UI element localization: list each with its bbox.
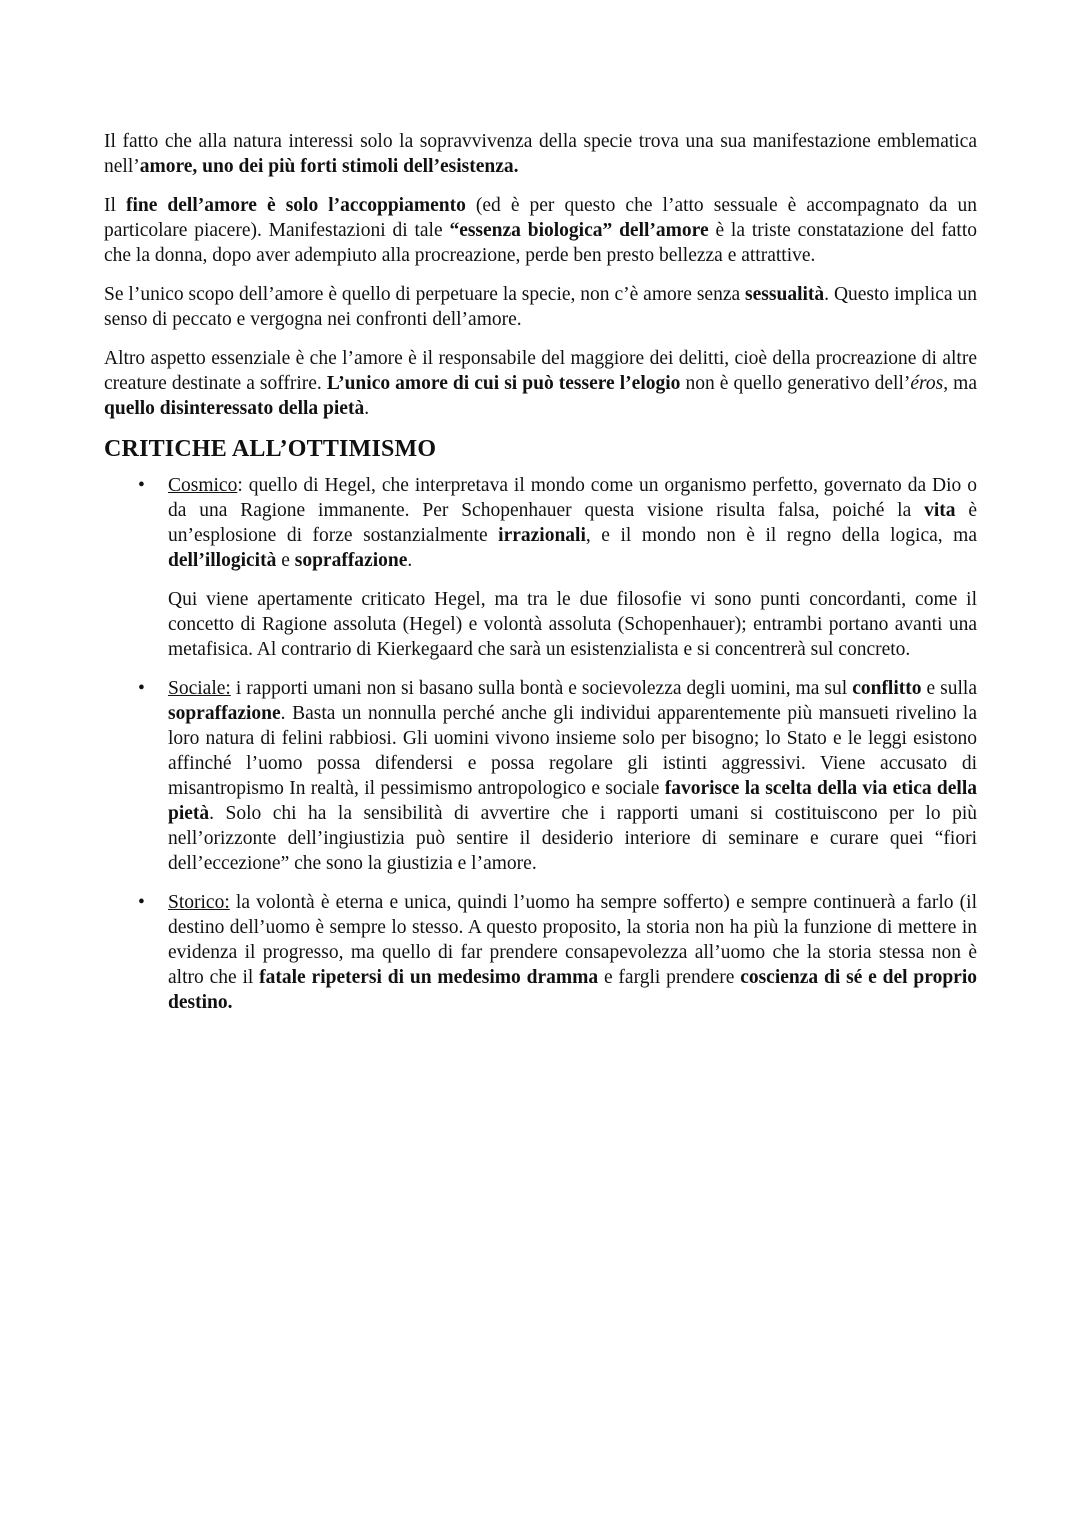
- underlined-label: Storico:: [168, 892, 230, 913]
- bold-text: vita: [924, 500, 956, 521]
- bold-text: fatale ripetersi di un medesimo dramma: [259, 967, 599, 988]
- text-run: (ed è per questo che l’atto sessuale è accompagnato da un particolare piacere). Manifestazioni di tale: [104, 195, 977, 241]
- text-run: Il fatto che alla natura interessi solo la sopravvivenza della specie trova una sua manifestazione emblematica nell’: [104, 131, 977, 177]
- intro-section: [104, 129, 977, 421]
- bold-text: dell’illogicità: [168, 550, 277, 571]
- bold-text: coscienza di sé e del proprio destino.: [168, 967, 977, 1013]
- intro-paragraph: [104, 282, 977, 332]
- text-run: e sulla: [921, 678, 977, 699]
- bold-text: L’unico amore di cui si può tessere l’elogio: [326, 373, 681, 394]
- critique-list: [104, 473, 977, 1015]
- text-run: Altro aspetto essenziale è che l’amore è il responsabile del maggiore dei delitti, cioè della procreazione di altre creature destinate a soffrire.: [104, 348, 977, 394]
- text-run: e fargli prendere: [598, 967, 741, 988]
- bullet-icon: •: [138, 678, 145, 699]
- intro-paragraph: [104, 193, 977, 268]
- text-run: i rapporti umani non si basano sulla bontà e socievolezza degli uomini, ma sul: [230, 678, 853, 699]
- text-run: . Basta un nonnulla perché anche gli individui apparentemente più mansueti rivelino la loro natura di felini rabbiosi. Gli uomini vivono insieme solo per bisogno; lo Stato e le leggi esistono affinché l’uomo possa difendersi e possa regolare gli istinti aggressivi. Viene accusato di misantropismo In realtà, il pessimismo antropologico e sociale: [168, 703, 977, 799]
- list-item: [104, 890, 977, 1015]
- text-run: . Solo chi ha la sensibilità di avvertire che i rapporti umani si costituiscono per lo più nell’orizzonte dell’ingiustizia può sentire il desiderio interiore di seminare e curare quei “fiori dell’eccezione” che sono la giustizia e l’amore.: [168, 803, 977, 874]
- list-paragraph: [168, 676, 977, 876]
- text-run: Qui viene apertamente criticato Hegel, ma tra le due filosofie vi sono punti concordanti, come il concetto di Ragione assoluta (Hegel) e volontà assoluta (Schopenhauer); entrambi portano avanti una metafisica. Al contrario di Kierkegaard che sarà un esistenzialista e si concentrerà sul concreto.: [168, 589, 977, 660]
- bullet-icon: •: [138, 475, 145, 496]
- bold-text: sessualità: [745, 284, 825, 305]
- bold-text: sopraffazione: [168, 703, 281, 724]
- list-item: [104, 473, 977, 662]
- text-run: è la triste constatazione del fatto che la donna, dopo aver adempiuto alla procreazione, perde ben presto bellezza e attrattive.: [104, 220, 977, 266]
- bold-text: irrazionali: [498, 525, 586, 546]
- bold-text: amore, uno dei più forti stimoli dell’esistenza.: [139, 156, 519, 177]
- bold-text: favorisce la scelta della via etica della pietà: [168, 778, 977, 824]
- text-run: e: [276, 550, 295, 571]
- bold-text: “essenza biologica” dell’amore: [449, 220, 709, 241]
- bold-text: conflitto: [852, 678, 922, 699]
- bold-text: sopraffazione: [294, 550, 408, 571]
- list-paragraph: [168, 473, 977, 573]
- text-run: .: [364, 398, 370, 419]
- bold-text: fine dell’amore è solo l’accoppiamento: [125, 195, 466, 216]
- text-run: Se l’unico scopo dell’amore è quello di perpetuare la specie, non c’è amore senza: [104, 284, 746, 305]
- bold-text: quello disinteressato della pietà: [104, 398, 365, 419]
- text-run: non è quello generativo dell’: [680, 373, 911, 394]
- text-run: , e il mondo non è il regno della logica, ma: [585, 525, 977, 546]
- bullet-icon: •: [138, 892, 145, 913]
- intro-paragraph: [104, 129, 977, 179]
- text-run: .: [407, 550, 413, 571]
- underlined-label: Sociale:: [168, 678, 231, 699]
- italic-text: éros: [910, 373, 944, 394]
- list-paragraph: [168, 587, 977, 662]
- section-heading: CRITICHE ALL’OTTIMISMO: [104, 436, 437, 462]
- document-page: [104, 129, 977, 1029]
- text-run: , ma: [943, 373, 977, 394]
- text-run: la volontà è eterna e unica, quindi l’uomo ha sempre sofferto) e sempre continuerà a farlo (il destino dell’uomo è sempre lo stesso. A questo proposito, la storia non ha più la funzione di mettere in evidenza il progresso, ma quello di far prendere consapevolezza all’uomo che la storia stessa non è altro che il: [168, 892, 977, 988]
- list-item: [104, 676, 977, 876]
- text-run: : quello di Hegel, che interpretava il mondo come un organismo perfetto, governato da Dio o da una Ragione immanente. Per Schopenhauer questa visione risulta falsa, poiché la: [168, 475, 977, 521]
- intro-paragraph: [104, 346, 977, 421]
- underlined-label: Cosmico: [168, 475, 238, 496]
- list-paragraph: [168, 890, 977, 1015]
- text-run: è un’esplosione di forze sostanzialmente: [168, 500, 978, 546]
- text-run: Il: [104, 195, 126, 216]
- text-run: . Questo implica un senso di peccato e vergogna nei confronti dell’amore.: [104, 284, 977, 330]
